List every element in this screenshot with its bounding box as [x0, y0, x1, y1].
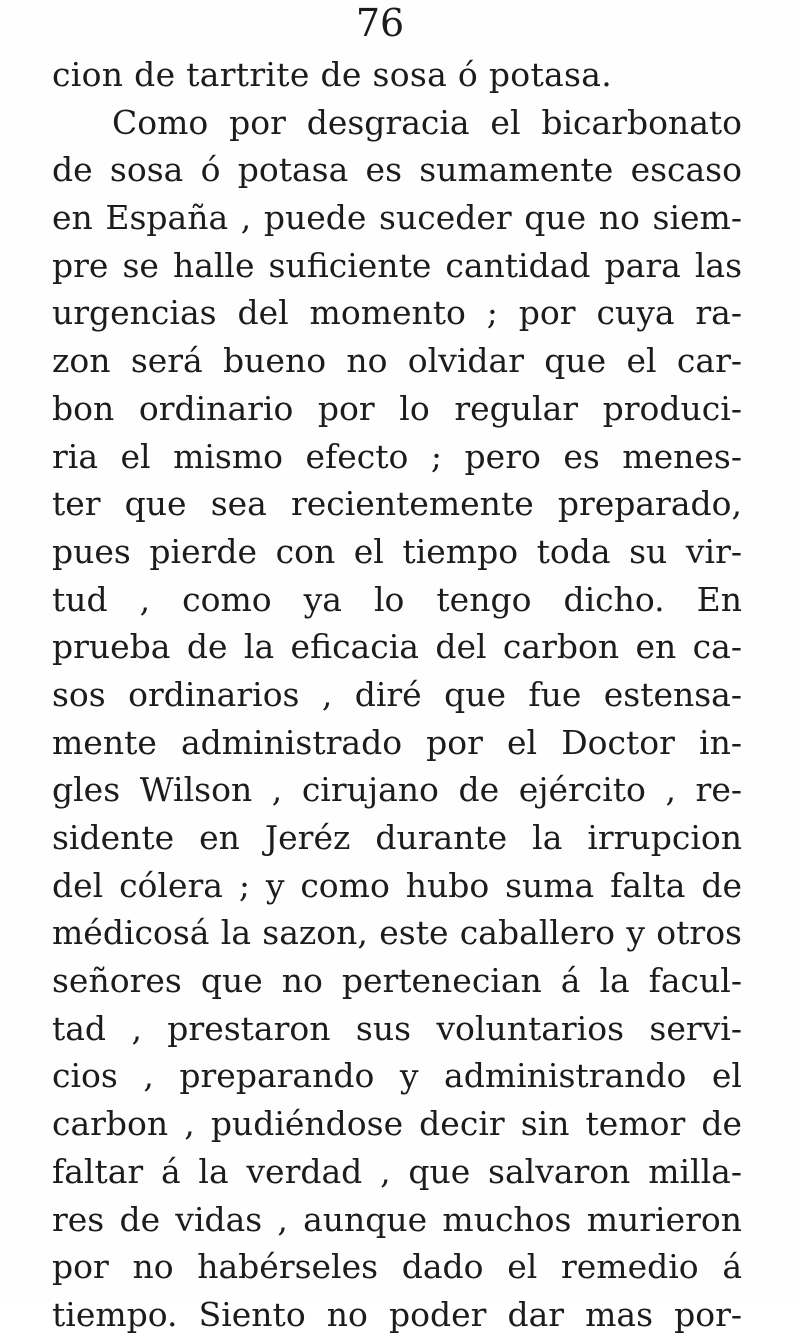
- body-text: [52, 51, 742, 1339]
- text-line: por no habérseles dado el remedio á: [52, 1247, 742, 1287]
- text-line: mente administrado por el Doctor in-: [52, 722, 742, 762]
- text-line: Como por desgracia el bicarbonato: [112, 102, 742, 142]
- text-line: prueba de la eficacia del carbon en ca-: [52, 627, 742, 667]
- page-number: 76: [355, 1, 405, 45]
- text-line: sos ordinarios , diré que fue estensa-: [52, 674, 742, 714]
- text-line: pues pierde con el tiempo toda su vir-: [52, 531, 742, 571]
- text-line: de sosa ó potasa es sumamente escaso: [52, 150, 742, 190]
- text-line: carbon , pudiéndose decir sin temor de: [52, 1104, 742, 1144]
- text-line: tad , prestaron sus voluntarios servi-: [52, 1008, 742, 1048]
- text-line: señores que no pertenecian á la facul-: [52, 961, 742, 1001]
- text-line: tiempo. Siento no poder dar mas por-: [52, 1294, 742, 1334]
- text-line: urgencias del momento ; por cuya ra-: [52, 293, 742, 333]
- text-line: zon será bueno no olvidar que el car-: [52, 341, 742, 381]
- text-line: bon ordinario por lo regular produci-: [52, 388, 742, 428]
- text-line: sidente en Jeréz durante la irrupcion: [52, 818, 742, 857]
- text-line: res de vidas , aunque muchos murieron: [52, 1199, 742, 1239]
- text-line: en España , puede suceder que no siem-: [52, 198, 742, 238]
- text-line: pre se halle suficiente cantidad para las: [52, 245, 742, 285]
- text-line: cios , preparando y administrando el: [52, 1056, 742, 1096]
- text-line: ter que sea recientemente preparado,: [52, 484, 742, 524]
- text-line: cion de tartrite de sosa ó potasa.: [52, 55, 613, 94]
- text-line: faltar á la verdad , que salvaron milla-: [52, 1151, 742, 1191]
- text-line: gles Wilson , cirujano de ejército , re-: [52, 770, 742, 810]
- text-line: del cólera ; y como hubo suma falta de: [52, 865, 742, 905]
- text-line: médicosá la sazon, este caballero y otros: [52, 913, 742, 953]
- text-line: tud , como ya lo tengo dicho. En: [52, 579, 742, 619]
- text-line: ria el mismo efecto ; pero es menes-: [52, 436, 742, 476]
